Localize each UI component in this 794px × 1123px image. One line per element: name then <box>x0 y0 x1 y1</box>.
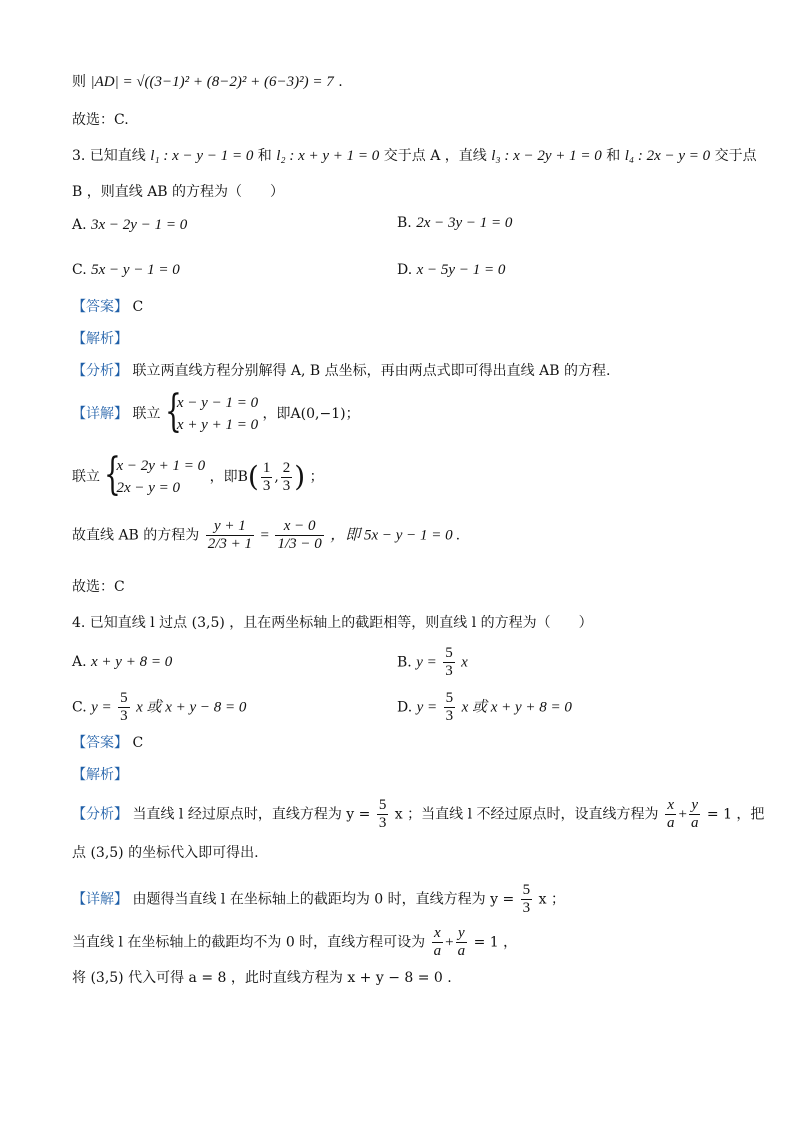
option-c: C. y = $\frac{5}{3}$ x 或 x + y − 8 = 0 <box>72 690 247 724</box>
detail-step-1: 【详解】 由题得当直线 l 在坐标轴上的截距均为 0 时，直线方程为 y = $\frac{5}{3}$ x ； <box>72 882 565 916</box>
detail-step-3: 将 (3,5) 代入可得 a = 8 ，此时直线方程为 x + y − 8 = 0 . <box>72 970 452 986</box>
detail-step-2: 联立 { x − 2y + 1 = 0 2x − y = 0 ，即B( $\frac{1}{3}$ , $\frac{2}{3}$ ) ； <box>72 449 324 500</box>
answer-value: C <box>132 735 144 751</box>
question-4-stem: 4. 已知直线 l 过点 (3,5) ，且在两坐标轴上的截距相等，则直线 l 的方程为（ ） <box>72 615 593 631</box>
option-c: C. 5x − y − 1 = 0 <box>72 262 180 278</box>
detail-step-3: 故直线 AB 的方程为 $\frac{y + 1}{2/3 + 1}$ = $\frac{x - 0}{1/3 - 0}$ ，即 5x − y − 1 = 0 . <box>72 518 461 552</box>
analysis-summary-cont: 点 (3,5) 的坐标代入即可得出. <box>72 845 259 861</box>
option-b: B. 2x − 3y − 1 = 0 <box>397 215 513 231</box>
option-a: A. 3x − 2y − 1 = 0 <box>72 217 188 233</box>
fraction: $\frac{x}{a}$ <box>433 925 442 959</box>
fraction: $\frac{x}{a}$ <box>666 797 675 831</box>
distance-result-line: 则 |AD| = √((3−1)² + (8−2)² + (6−3)²) = 7 . <box>72 74 343 90</box>
answer-line <box>72 733 143 753</box>
distance-formula: |AD| = √((3−1)² + (8−2)² + (6−3)²) = 7 <box>90 74 334 90</box>
fraction: $\frac{5}{3}$ <box>120 690 128 724</box>
question-3-stem-cont: B ，则直线 AB 的方程为（ ） <box>72 184 285 200</box>
choice-line: 故选：C. <box>72 112 129 128</box>
answer-tag: 【答案】 <box>72 735 128 751</box>
fraction: $\frac{y}{a}$ <box>457 925 466 959</box>
equation-system: { x − 2y + 1 = 0 2x − y = 0 <box>104 449 206 500</box>
option-b: B. y = $\frac{5}{3}$ x <box>397 645 468 679</box>
answer-tag: 【答案】 <box>72 299 128 315</box>
analysis-summary: 【分析】 当直线 l 经过原点时，直线方程为 y = $\frac{5}{3}$ x ；当直线 l 不经过原点时，设直线方程为 $\frac{x}{a}$ + $\frac{y}{a}$ = 1 ，把 <box>72 797 765 831</box>
option-d: D. x − 5y − 1 = 0 <box>397 262 506 278</box>
fraction: $\frac{x - 0}{1/3 - 0}$ <box>277 518 322 552</box>
analysis-tag: 【解析】 <box>72 767 128 783</box>
question-3-stem: 3. 已知直线 l₁ : x − y − 1 = 0 和 l₂ : x + y + 1 = 0 交于点 A ，直线 l₃ : x − 2y + 1 = 0 和 l₄ : 2x − y = 0 交于点 <box>72 148 757 164</box>
fraction: $\frac{y + 1}{2/3 + 1}$ <box>207 518 253 552</box>
fraction: $\frac{5}{3}$ <box>445 645 453 679</box>
equation-system: { x − y − 1 = 0 x + y + 1 = 0 <box>164 386 259 437</box>
fraction: $\frac{5}{3}$ <box>445 690 454 724</box>
detail-step-2: 当直线 l 在坐标轴上的截距均不为 0 时，直线方程可设为 $\frac{x}{a}$ + $\frac{y}{a}$ = 1 ， <box>72 925 518 959</box>
fraction: $\frac{5}{3}$ <box>378 797 387 831</box>
answer-line <box>72 297 143 317</box>
detail-step-1: 【详解】 联立 { x − y − 1 = 0 x + y + 1 = 0 ，即A(0,−1)； <box>72 386 360 437</box>
analysis-summary: 【分析】 联立两直线方程分别解得 A, B 点坐标，再由两点式即可得出直线 AB 的方程. <box>72 363 611 379</box>
analysis-tag: 【解析】 <box>72 331 128 347</box>
option-d: D. y = $\frac{5}{3}$ x 或 x + y + 8 = 0 <box>397 690 572 724</box>
option-a: A. x + y + 8 = 0 <box>72 654 173 670</box>
choice-line: 故选：C <box>72 579 125 595</box>
fraction: $\frac{1}{3}$ <box>262 459 271 494</box>
fraction: $\frac{5}{3}$ <box>522 882 531 916</box>
fraction: $\frac{2}{3}$ <box>282 459 291 494</box>
fraction: $\frac{y}{a}$ <box>690 797 699 831</box>
answer-value: C <box>132 299 144 315</box>
